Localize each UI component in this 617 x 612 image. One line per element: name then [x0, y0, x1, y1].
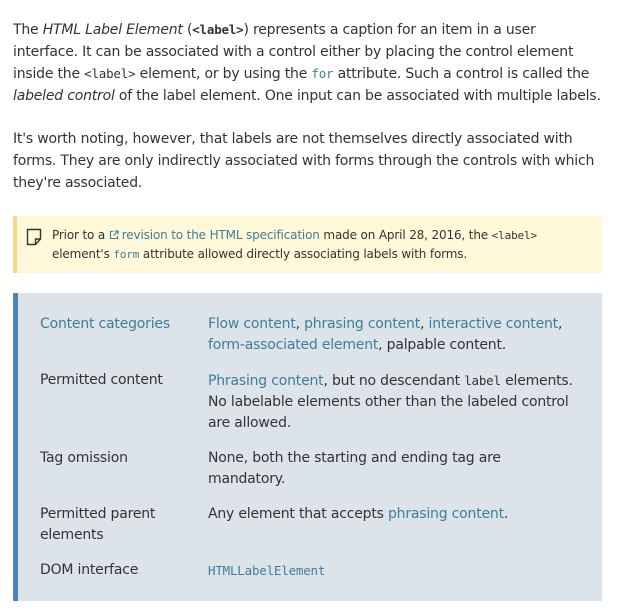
phrasing-content-link[interactable]: phrasing content [304, 316, 421, 332]
external-link-icon [109, 230, 119, 240]
permitted-content-value [208, 370, 578, 434]
intro-paragraph-1 [13, 19, 603, 107]
intro-text: The [13, 22, 43, 38]
tag-omission-value: None, both the starting and ending tag are mandatory. [208, 450, 501, 487]
spec-revision-link-label: revision to the HTML specification [121, 228, 320, 242]
separator: , [557, 316, 563, 332]
intro-text: element, or by using the [135, 66, 312, 82]
dom-interface-label: DOM interface [40, 562, 139, 578]
label-code: <label> [84, 66, 136, 81]
tag-omission-label: Tag omission [40, 450, 128, 466]
spec-revision-link[interactable] [109, 228, 320, 242]
properties-table [13, 293, 602, 601]
permitted-parents-value [208, 504, 578, 525]
phrasing-content-link[interactable]: phrasing content [387, 506, 504, 522]
intro-text: ) represents a caption for an item in a user interface. It can be associated with a control either by placing the control element inside the [13, 22, 574, 82]
intro-text: of the label element. One input can be associated with multiple labels. [114, 88, 601, 104]
flow-content-link[interactable]: Flow content [208, 316, 296, 332]
note-icon [26, 228, 42, 246]
permitted-content-text: , but no descendant [323, 373, 465, 389]
intro-text: attribute. Such a control is called the [333, 66, 590, 82]
dom-interface-value [208, 560, 578, 582]
content-categories-label-link[interactable]: Content categories [40, 316, 170, 332]
html-label-element-link[interactable]: HTMLLabelElement [208, 563, 326, 578]
note-text [52, 226, 597, 264]
term-labeled-control: labeled control [13, 88, 115, 104]
intro-text: ( [182, 22, 193, 38]
separator: , [295, 316, 305, 332]
note-box [13, 216, 602, 273]
permitted-parents-text: Any element that accepts [208, 506, 388, 522]
permitted-parents-label: Permitted parent elements [40, 506, 156, 543]
term-html-label-element: HTML Label Element [42, 22, 183, 38]
note-text-segment: Prior to a [52, 228, 109, 242]
for-attribute-link[interactable]: for [311, 66, 334, 81]
note-text-segment: element's [52, 247, 114, 261]
permitted-parents-text: . [503, 506, 509, 522]
label-code: <label> [491, 229, 537, 242]
phrasing-content-link[interactable]: Phrasing content [208, 373, 324, 389]
note-text-segment: attribute allowed directly associating labels with forms. [139, 247, 468, 261]
interactive-content-link[interactable]: interactive content [428, 316, 558, 332]
content-categories-tail: , palpable content. [378, 337, 506, 353]
intro-paragraph-2: It's worth noting, however, that labels are not themselves directly associated with forms. They are only indirectly associated with forms through the controls with which they're associated. [13, 131, 595, 191]
permitted-content-label: Permitted content [40, 372, 163, 388]
note-text-segment: made on April 28, 2016, the [319, 228, 492, 242]
permitted-content-text: elements. No labelable elements other than the labeled control are allowed. [208, 373, 573, 431]
label-code: label [464, 373, 501, 388]
form-attribute-link[interactable]: form [113, 248, 140, 261]
content-categories-value [208, 314, 578, 356]
label-element-code-link[interactable]: <label> [192, 22, 244, 37]
separator: , [420, 316, 429, 332]
form-associated-element-link[interactable]: form-associated element [208, 337, 379, 353]
